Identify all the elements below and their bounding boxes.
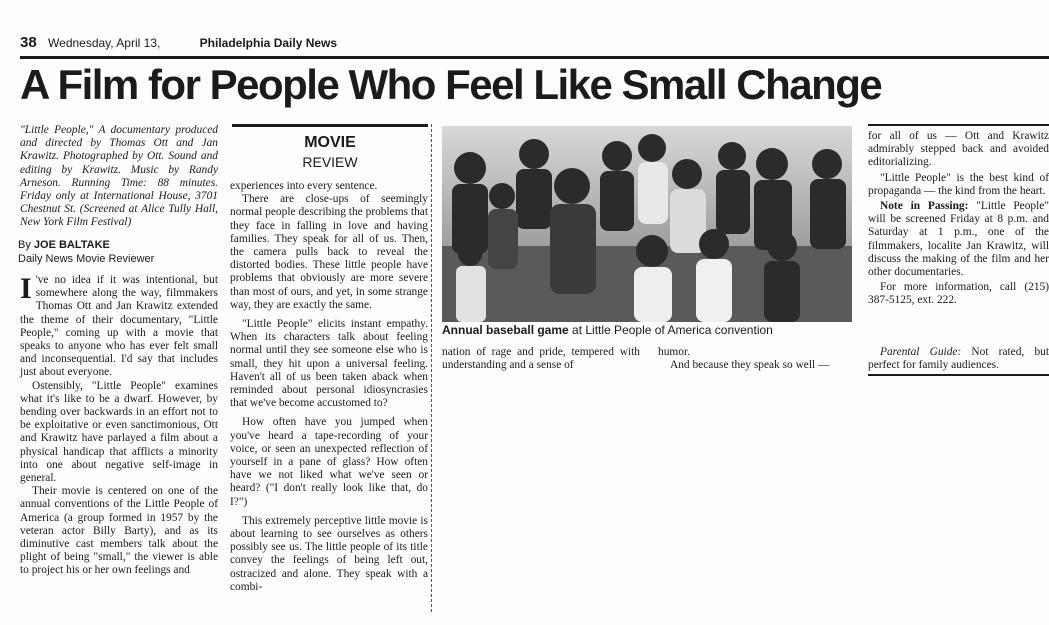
masthead-rule: [20, 56, 1049, 59]
column-divider: [431, 124, 433, 612]
column-end-rule: [868, 374, 1049, 376]
photo-caption: [442, 323, 852, 337]
byline: [18, 238, 218, 266]
paragraph: Ostensibly, "Little People" examines what it's like to be a dwarf. However, by bending over backwards in an effort not to be exploitative or even sanctimonious, Ott and Krawitz have parlayed a film about a physical handicap that afflicts a minority into one about negative self-image in general.: [20, 379, 218, 485]
article-column-4: [658, 346, 854, 372]
article-column-2: [230, 180, 428, 600]
paragraph: I 've no idea if it was intentional, but somewhere along the way, filmmakers Thomas Ott and Jan Krawitz extended the theme of their documentary, "Little People," coming up with a movie that speaks to anyone who has ever felt small and inconsequential. I'd say that includes just about everyone.: [20, 272, 218, 379]
byline-by: By: [18, 239, 31, 251]
byline-author: JOE BALTAKE: [33, 239, 110, 251]
headline: A Film for People Who Feel Like Small Change: [20, 61, 882, 108]
article-column-5: [868, 130, 1049, 310]
caption-bold: Annual baseball game: [442, 323, 569, 337]
box-rule: [232, 124, 428, 127]
paragraph: nation of rage and pride, tempered with understanding and a sense of: [442, 346, 640, 372]
review-label: REVIEW: [302, 154, 358, 170]
guide-label: Parental Guide:: [880, 346, 962, 358]
article-column-1: [20, 274, 218, 578]
paragraph: experiences into every sentence.: [230, 180, 378, 192]
paragraph: And because they speak so well —: [670, 359, 830, 372]
caption-text: at Little People of America convention: [568, 323, 773, 337]
paragraph: "Little People" elicits instant empathy. When its characters talk about feeling normal until they see someone else who is small, they hit upon a universal feeling. Haven't all of us been taken aback when reminded about personal idiosyncrasies that we've become accustomed to?: [230, 318, 428, 410]
movie-label: MOVIE: [304, 134, 356, 151]
page-number: 38: [20, 34, 37, 51]
paragraph: for all of us — Ott and Krawitz admirably stepped back and avoided editorializing.: [868, 130, 1049, 169]
paragraph: Their movie is centered on one of the annual conventions of the Little People of America (a group formed in 1957 by the veteran actor Billy Barty), and as its diminutive cast members talk about the plight of being "small," the viewer is able to project his or her own feelings and: [20, 485, 218, 577]
paragraph: For more information, call (215) 387-5125, ext. 222.: [868, 281, 1049, 307]
paragraph: How often have you jumped when you've heard a tape-recording of your voice, or seen an unexpected reflection of yourself in a pane of glass? How often have we not liked what we've seen or heard? ("I don't really look like that, do I?"): [230, 416, 428, 508]
movie-review-label-box: [232, 124, 428, 171]
convention-photo: [442, 126, 852, 322]
group-photo-image: [442, 126, 852, 322]
newspaper-name: Philadelphia Daily News: [199, 36, 338, 50]
byline-title: Daily News Movie Reviewer: [18, 253, 155, 265]
paragraph: Parental Guide: Not rated, but perfect for family audiences.: [868, 346, 1049, 372]
note-paragraph: Note in Passing: "Little People" will be screened Friday at 8 p.m. and Saturday at 1 p.m., one of the filmmakers, localite Jan Krawitz, will discuss the making of the film and her other documentaries.: [868, 200, 1049, 279]
parental-guide: [868, 346, 1049, 372]
paragraph: "Little People" is the best kind of propaganda — the kind from the heart.: [868, 171, 1049, 197]
note-label: Note in Passing:: [880, 200, 969, 213]
paragraph: This extremely perceptive little movie is about learning to see ourselves as others possibly see us. The little people of its title convey the feelings of being left out, ostracized and alone. They speak with a combi-: [230, 514, 428, 593]
article-column-3: [442, 346, 640, 372]
film-credits: "Little People," A documentary produced and directed by Thomas Ott and Jan Krawitz. Photographed by Ott. Sound and editing by Krawitz. Music by Randy Arneson. Running Time: 88 minutes. Friday only at International House, 3701 Chestnut St. (Screened at Alice Tully Hall, New York Film Festival): [20, 124, 218, 229]
masthead: [20, 34, 337, 52]
column-rule: [868, 124, 1049, 126]
paragraph: There are close-ups of seemingly normal people describing the problems that they face in falling in love and having families. They speak for all of us. Then, the camera pulls back to reveal the distorted bodies. These little people have problems that obviously are more severe than most of ours, and yet, in some strange way, they are exactly the same.: [230, 193, 428, 311]
drop-cap: I: [20, 272, 32, 305]
paragraph: humor.: [658, 346, 690, 358]
issue-date: Wednesday, April 13,: [48, 36, 161, 50]
